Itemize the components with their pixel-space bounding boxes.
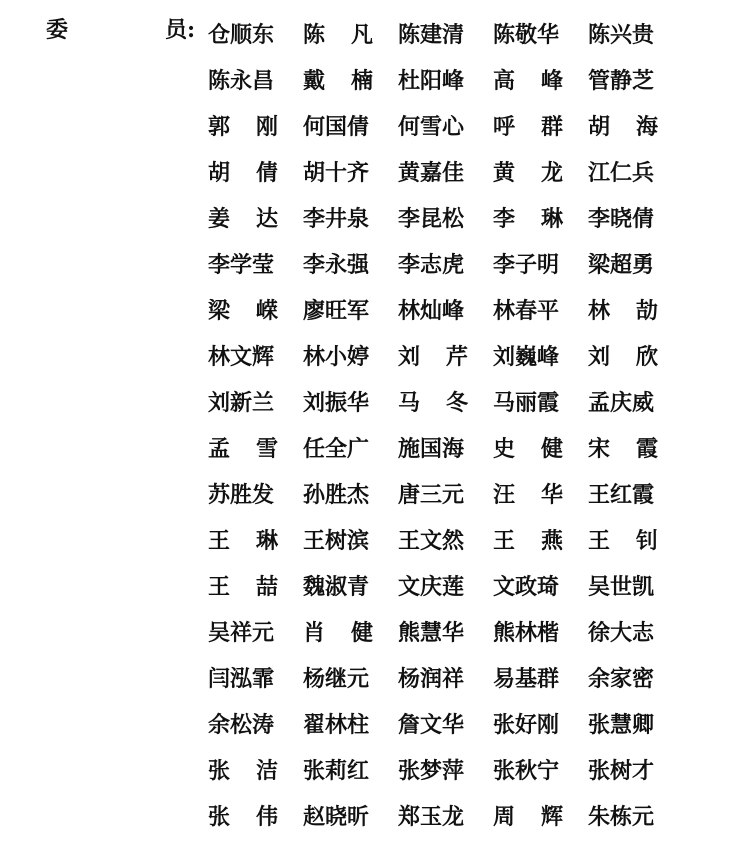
name-part: 姜: [208, 206, 231, 232]
member-name: 王文然: [398, 528, 465, 554]
member-name: 马丽霞: [493, 390, 560, 416]
name-part: 洁: [255, 758, 278, 784]
member-name: 刘巍峰: [493, 344, 560, 370]
name-part: 郭: [208, 114, 231, 140]
title-left: 委: [46, 17, 69, 43]
name-part: 芹: [445, 344, 468, 370]
member-name: 杨继元: [303, 666, 370, 692]
member-name: 施国海: [398, 436, 465, 462]
name-part: 刚: [255, 114, 278, 140]
name-part: 肖: [303, 620, 326, 646]
member-name: 刘新兰: [208, 390, 275, 416]
member-name: 管静芝: [588, 68, 655, 94]
member-name: 何雪心: [398, 114, 465, 140]
member-name: 李井泉: [303, 206, 370, 232]
member-name: 陈建清: [398, 22, 465, 48]
name-part: 胡: [208, 160, 231, 186]
member-name: 张梦萍: [398, 758, 465, 784]
name-part: 张: [208, 758, 231, 784]
name-part: 龙: [540, 160, 563, 186]
member-name: 张慧卿: [588, 712, 655, 738]
member-name: 廖旺军: [303, 298, 370, 324]
member-name: [588, 518, 658, 564]
member-name: [208, 748, 278, 794]
name-part: 健: [350, 620, 373, 646]
member-name: [493, 58, 563, 104]
name-part: 峰: [540, 68, 563, 94]
member-name: 张秋宁: [493, 758, 560, 784]
member-name: [208, 518, 278, 564]
name-part: 群: [540, 114, 563, 140]
member-name: 孟庆威: [588, 390, 655, 416]
member-name: 林春平: [493, 298, 560, 324]
name-part: 戴: [303, 68, 326, 94]
name-part: 汪: [493, 482, 516, 508]
member-name: [588, 288, 658, 334]
member-name: 胡十齐: [303, 160, 370, 186]
member-name: 文庆莲: [398, 574, 465, 600]
name-part: 琳: [540, 206, 563, 232]
member-name: [208, 426, 278, 472]
name-part: 伟: [255, 804, 278, 830]
member-name: 赵晓昕: [303, 804, 370, 830]
member-name: 魏淑青: [303, 574, 370, 600]
member-name: 闫泓霏: [208, 666, 275, 692]
member-name: 梁超勇: [588, 252, 655, 278]
name-part: 欣: [635, 344, 658, 370]
member-name: 詹文华: [398, 712, 465, 738]
member-name: 文政琦: [493, 574, 560, 600]
member-name: 林灿峰: [398, 298, 465, 324]
member-name: 李昆松: [398, 206, 465, 232]
member-name: [208, 794, 278, 840]
member-name: 张树才: [588, 758, 655, 784]
name-part: 王: [208, 574, 231, 600]
name-part: 陈: [303, 22, 326, 48]
name-part: 达: [255, 206, 278, 232]
name-part: 琳: [255, 528, 278, 554]
member-name: 朱栋元: [588, 804, 655, 830]
member-name: 翟林柱: [303, 712, 370, 738]
member-name: 陈兴贵: [588, 22, 655, 48]
member-name: 孙胜杰: [303, 482, 370, 508]
member-name: 唐三元: [398, 482, 465, 508]
name-part: 林: [588, 298, 611, 324]
member-name: [398, 380, 468, 426]
member-name: 仓顺东: [208, 22, 275, 48]
name-part: 呼: [493, 114, 516, 140]
member-name: 林小婷: [303, 344, 370, 370]
member-name: 杨润祥: [398, 666, 465, 692]
member-name: 郑玉龙: [398, 804, 465, 830]
name-part: 张: [208, 804, 231, 830]
name-part: 王: [208, 528, 231, 554]
member-name: [493, 794, 563, 840]
member-name: 李永强: [303, 252, 370, 278]
name-part: 燕: [540, 528, 563, 554]
member-name: 陈敬华: [493, 22, 560, 48]
member-name: [208, 564, 278, 610]
member-name: 易基群: [493, 666, 560, 692]
name-part: 海: [635, 114, 658, 140]
name-part: 钊: [635, 528, 658, 554]
member-name: 杜阳峰: [398, 68, 465, 94]
member-name: 陈永昌: [208, 68, 275, 94]
member-name: 张好刚: [493, 712, 560, 738]
name-part: 凡: [350, 22, 373, 48]
name-part: 李: [493, 206, 516, 232]
name-part: 孟: [208, 436, 231, 462]
member-name: [588, 104, 658, 150]
name-part: 胡: [588, 114, 611, 140]
member-name: 何国倩: [303, 114, 370, 140]
member-name: 李学莹: [208, 252, 275, 278]
member-name: [493, 426, 563, 472]
name-part: 周: [493, 804, 516, 830]
member-name: [303, 12, 373, 58]
name-part: 冬: [445, 390, 468, 416]
name-part: 王: [588, 528, 611, 554]
name-part: 辉: [540, 804, 563, 830]
member-name: 林文辉: [208, 344, 275, 370]
member-name: 苏胜发: [208, 482, 275, 508]
member-name: [398, 334, 468, 380]
member-name: 李子明: [493, 252, 560, 278]
name-part: 刘: [398, 344, 421, 370]
member-name: 余松涛: [208, 712, 275, 738]
member-name: 吴世凯: [588, 574, 655, 600]
name-part: 楠: [350, 68, 373, 94]
member-name: [303, 610, 373, 656]
member-name: [493, 472, 563, 518]
member-name: 王红霞: [588, 482, 655, 508]
title-right: 员:: [165, 17, 196, 43]
name-part: 雪: [255, 436, 278, 462]
member-name: [208, 196, 278, 242]
name-part: 马: [398, 390, 421, 416]
name-part: 劼: [635, 298, 658, 324]
name-part: 王: [493, 528, 516, 554]
member-name: 任全广: [303, 436, 370, 462]
member-name: 熊林楷: [493, 620, 560, 646]
member-grid: [208, 12, 683, 840]
member-name: 王树滨: [303, 528, 370, 554]
member-name: 黄嘉佳: [398, 160, 465, 186]
name-part: 嵘: [255, 298, 278, 324]
member-name: 李晓倩: [588, 206, 655, 232]
member-name: 江仁兵: [588, 160, 655, 186]
name-part: 高: [493, 68, 516, 94]
member-name: [493, 104, 563, 150]
member-name: [208, 104, 278, 150]
member-name: [588, 334, 658, 380]
name-part: 霞: [635, 436, 658, 462]
member-name: 余家密: [588, 666, 655, 692]
name-part: 史: [493, 436, 516, 462]
member-name: [493, 150, 563, 196]
member-name: [493, 196, 563, 242]
name-part: 喆: [255, 574, 278, 600]
name-part: 健: [540, 436, 563, 462]
member-name: 张莉红: [303, 758, 370, 784]
name-part: 梁: [208, 298, 231, 324]
member-name: 徐大志: [588, 620, 655, 646]
member-name: [493, 518, 563, 564]
member-name: 李志虎: [398, 252, 465, 278]
member-name: [303, 58, 373, 104]
member-name: 熊慧华: [398, 620, 465, 646]
name-part: 宋: [588, 436, 611, 462]
member-name: [208, 288, 278, 334]
member-name: 吴祥元: [208, 620, 275, 646]
name-part: 华: [540, 482, 563, 508]
member-name: 刘振华: [303, 390, 370, 416]
member-name: [588, 426, 658, 472]
member-name: [208, 150, 278, 196]
name-part: 倩: [255, 160, 278, 186]
name-part: 刘: [588, 344, 611, 370]
name-part: 黄: [493, 160, 516, 186]
